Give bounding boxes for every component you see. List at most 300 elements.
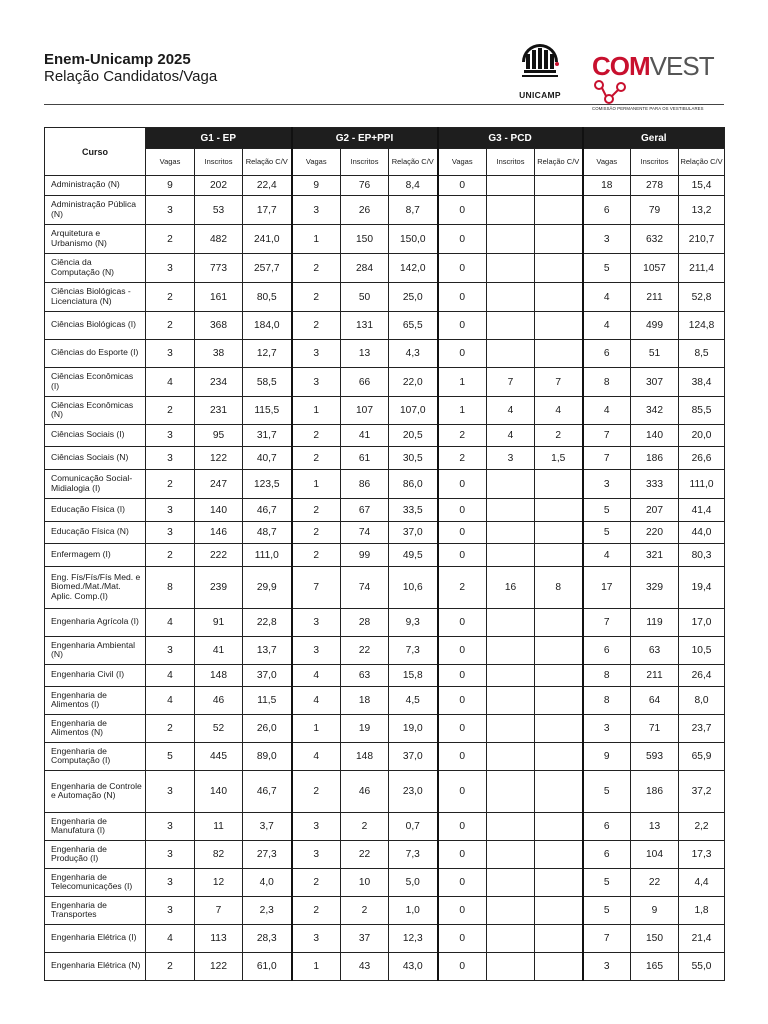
- subheader-geral-inscritos: Inscritos: [631, 149, 679, 176]
- geral-vagas-cell: 5: [583, 254, 631, 283]
- g1-inscritos-cell: 234: [195, 368, 243, 397]
- page-subtitle: Relação Candidatos/Vaga: [44, 68, 218, 85]
- g3-inscritos-cell: [487, 687, 535, 715]
- group-header-g2: G2 - EP+PPI: [292, 128, 438, 149]
- course-name-cell: Educação Física (N): [45, 522, 146, 544]
- g1-inscritos-cell: 146: [195, 522, 243, 544]
- g3-relacao-cell: [535, 544, 583, 567]
- comvest-wordmark: COMVEST: [592, 53, 732, 105]
- geral-inscritos-cell: 329: [631, 567, 679, 609]
- g3-inscritos-cell: [487, 312, 535, 340]
- g1-relacao-cell: 13,7: [243, 637, 292, 665]
- geral-relacao-cell: 41,4: [679, 499, 725, 522]
- g1-vagas-cell: 3: [146, 425, 195, 447]
- geral-relacao-cell: 26,6: [679, 447, 725, 470]
- g1-inscritos-cell: 239: [195, 567, 243, 609]
- course-name-cell: Engenharia de Telecomunicações (I): [45, 869, 146, 897]
- g1-inscritos-cell: 222: [195, 544, 243, 567]
- comvest-tagline: COMISSÃO PERMANENTE PARA OS VESTIBULARES: [592, 106, 704, 111]
- g2-vagas-cell: 1: [292, 225, 341, 254]
- geral-inscritos-cell: 63: [631, 637, 679, 665]
- g2-vagas-cell: 1: [292, 397, 341, 425]
- table-row: [45, 567, 725, 609]
- table-row: [45, 499, 725, 522]
- geral-relacao-cell: 2,2: [679, 813, 725, 841]
- g1-inscritos-cell: 11: [195, 813, 243, 841]
- g1-vagas-cell: 3: [146, 841, 195, 869]
- table-row: [45, 544, 725, 567]
- table-row: [45, 609, 725, 637]
- g3-relacao-cell: [535, 715, 583, 743]
- geral-relacao-cell: 1,8: [679, 897, 725, 925]
- g1-inscritos-cell: 95: [195, 425, 243, 447]
- g1-relacao-cell: 123,5: [243, 470, 292, 499]
- geral-relacao-cell: 80,3: [679, 544, 725, 567]
- g2-vagas-cell: 1: [292, 470, 341, 499]
- g3-relacao-cell: [535, 813, 583, 841]
- g2-inscritos-cell: 61: [341, 447, 389, 470]
- g2-relacao-cell: 8,7: [389, 196, 438, 225]
- table-body: [45, 176, 725, 981]
- g2-vagas-cell: 4: [292, 687, 341, 715]
- course-name-cell: Engenharia Elétrica (I): [45, 925, 146, 953]
- g3-inscritos-cell: [487, 953, 535, 981]
- geral-relacao-cell: 65,9: [679, 743, 725, 771]
- g1-relacao-cell: 22,8: [243, 609, 292, 637]
- g1-inscritos-cell: 122: [195, 953, 243, 981]
- g3-relacao-cell: [535, 283, 583, 312]
- g2-vagas-cell: 2: [292, 425, 341, 447]
- g3-inscritos-cell: [487, 637, 535, 665]
- g3-relacao-cell: 4: [535, 397, 583, 425]
- g1-inscritos-cell: 773: [195, 254, 243, 283]
- geral-vagas-cell: 8: [583, 687, 631, 715]
- geral-vagas-cell: 6: [583, 340, 631, 368]
- table-row: [45, 425, 725, 447]
- geral-inscritos-cell: 207: [631, 499, 679, 522]
- g2-inscritos-cell: 22: [341, 637, 389, 665]
- g2-inscritos-cell: 76: [341, 176, 389, 196]
- geral-inscritos-cell: 211: [631, 665, 679, 687]
- g1-relacao-cell: 115,5: [243, 397, 292, 425]
- geral-inscritos-cell: 13: [631, 813, 679, 841]
- g1-relacao-cell: 48,7: [243, 522, 292, 544]
- table-row: [45, 665, 725, 687]
- g1-vagas-cell: 2: [146, 312, 195, 340]
- g3-inscritos-cell: [487, 499, 535, 522]
- g1-relacao-cell: 28,3: [243, 925, 292, 953]
- subheader-g3-vagas: Vagas: [438, 149, 487, 176]
- g3-inscritos-cell: [487, 470, 535, 499]
- course-name-cell: Ciência da Computação (N): [45, 254, 146, 283]
- g1-relacao-cell: 12,7: [243, 340, 292, 368]
- g2-relacao-cell: 33,5: [389, 499, 438, 522]
- g2-inscritos-cell: 63: [341, 665, 389, 687]
- g3-inscritos-cell: 7: [487, 368, 535, 397]
- g2-inscritos-cell: 13: [341, 340, 389, 368]
- g2-relacao-cell: 37,0: [389, 743, 438, 771]
- g1-vagas-cell: 8: [146, 567, 195, 609]
- g1-relacao-cell: 89,0: [243, 743, 292, 771]
- g2-vagas-cell: 1: [292, 953, 341, 981]
- g1-relacao-cell: 80,5: [243, 283, 292, 312]
- g1-inscritos-cell: 82: [195, 841, 243, 869]
- g1-inscritos-cell: 53: [195, 196, 243, 225]
- g1-relacao-cell: 26,0: [243, 715, 292, 743]
- g3-relacao-cell: 2: [535, 425, 583, 447]
- subheader-g1-inscritos: Inscritos: [195, 149, 243, 176]
- geral-relacao-cell: 111,0: [679, 470, 725, 499]
- column-header-curso: Curso: [45, 128, 146, 176]
- g3-relacao-cell: [535, 196, 583, 225]
- course-name-cell: Engenharia de Produção (I): [45, 841, 146, 869]
- table-row: [45, 176, 725, 196]
- g1-vagas-cell: 3: [146, 771, 195, 813]
- g2-vagas-cell: 4: [292, 665, 341, 687]
- geral-inscritos-cell: 22: [631, 869, 679, 897]
- geral-vagas-cell: 6: [583, 637, 631, 665]
- geral-inscritos-cell: 307: [631, 368, 679, 397]
- g3-vagas-cell: 0: [438, 841, 487, 869]
- geral-vagas-cell: 4: [583, 312, 631, 340]
- g2-relacao-cell: 7,3: [389, 841, 438, 869]
- g3-vagas-cell: 0: [438, 953, 487, 981]
- g3-vagas-cell: 0: [438, 283, 487, 312]
- g3-inscritos-cell: 16: [487, 567, 535, 609]
- table-row: [45, 813, 725, 841]
- geral-relacao-cell: 210,7: [679, 225, 725, 254]
- g3-relacao-cell: [535, 340, 583, 368]
- unicamp-wordmark: UNICAMP: [519, 90, 561, 100]
- geral-inscritos-cell: 150: [631, 925, 679, 953]
- g2-vagas-cell: 2: [292, 254, 341, 283]
- g1-inscritos-cell: 482: [195, 225, 243, 254]
- g1-relacao-cell: 2,3: [243, 897, 292, 925]
- g1-vagas-cell: 2: [146, 283, 195, 312]
- g2-relacao-cell: 20,5: [389, 425, 438, 447]
- geral-inscritos-cell: 71: [631, 715, 679, 743]
- g2-inscritos-cell: 284: [341, 254, 389, 283]
- g3-vagas-cell: 2: [438, 567, 487, 609]
- g1-vagas-cell: 3: [146, 447, 195, 470]
- g3-inscritos-cell: [487, 522, 535, 544]
- g2-inscritos-cell: 26: [341, 196, 389, 225]
- geral-vagas-cell: 8: [583, 368, 631, 397]
- g3-inscritos-cell: [487, 869, 535, 897]
- g2-vagas-cell: 3: [292, 609, 341, 637]
- g2-inscritos-cell: 43: [341, 953, 389, 981]
- table-row: [45, 447, 725, 470]
- g3-inscritos-cell: [487, 813, 535, 841]
- g2-relacao-cell: 7,3: [389, 637, 438, 665]
- g1-relacao-cell: 257,7: [243, 254, 292, 283]
- geral-vagas-cell: 9: [583, 743, 631, 771]
- g3-inscritos-cell: [487, 544, 535, 567]
- g1-vagas-cell: 3: [146, 813, 195, 841]
- g1-relacao-cell: 184,0: [243, 312, 292, 340]
- geral-vagas-cell: 6: [583, 841, 631, 869]
- g1-vagas-cell: 3: [146, 637, 195, 665]
- g1-vagas-cell: 2: [146, 225, 195, 254]
- g1-vagas-cell: 4: [146, 665, 195, 687]
- course-name-cell: Arquitetura e Urbanismo (N): [45, 225, 146, 254]
- course-name-cell: Engenharia Civil (I): [45, 665, 146, 687]
- g2-vagas-cell: 3: [292, 368, 341, 397]
- subheader-geral-relacao: Relação C/V: [679, 149, 725, 176]
- table-row: [45, 522, 725, 544]
- table-row: [45, 368, 725, 397]
- geral-relacao-cell: 17,3: [679, 841, 725, 869]
- g2-inscritos-cell: 74: [341, 522, 389, 544]
- g1-inscritos-cell: 113: [195, 925, 243, 953]
- course-name-cell: Engenharia de Alimentos (N): [45, 715, 146, 743]
- g3-relacao-cell: [535, 254, 583, 283]
- table-row: [45, 869, 725, 897]
- comvest-logo: [592, 53, 732, 111]
- course-name-cell: Engenharia de Controle e Automação (N): [45, 771, 146, 813]
- g3-relacao-cell: [535, 637, 583, 665]
- g1-vagas-cell: 3: [146, 869, 195, 897]
- course-name-cell: Educação Física (I): [45, 499, 146, 522]
- table-row: [45, 254, 725, 283]
- group-header-g3: G3 - PCD: [438, 128, 583, 149]
- subheader-g1-relacao: Relação C/V: [243, 149, 292, 176]
- g1-relacao-cell: 11,5: [243, 687, 292, 715]
- g3-inscritos-cell: [487, 665, 535, 687]
- g3-inscritos-cell: [487, 196, 535, 225]
- table-row: [45, 470, 725, 499]
- g1-vagas-cell: 4: [146, 368, 195, 397]
- g2-relacao-cell: 4,3: [389, 340, 438, 368]
- table-row: [45, 841, 725, 869]
- page-title: Enem-Unicamp 2025: [44, 51, 191, 68]
- course-name-cell: Ciências Sociais (I): [45, 425, 146, 447]
- geral-relacao-cell: 38,4: [679, 368, 725, 397]
- geral-vagas-cell: 7: [583, 925, 631, 953]
- geral-vagas-cell: 7: [583, 447, 631, 470]
- g2-relacao-cell: 142,0: [389, 254, 438, 283]
- g3-vagas-cell: 0: [438, 522, 487, 544]
- geral-relacao-cell: 13,2: [679, 196, 725, 225]
- course-name-cell: Engenharia Elétrica (N): [45, 953, 146, 981]
- g2-relacao-cell: 10,6: [389, 567, 438, 609]
- g3-vagas-cell: 0: [438, 176, 487, 196]
- g2-relacao-cell: 65,5: [389, 312, 438, 340]
- geral-relacao-cell: 124,8: [679, 312, 725, 340]
- g1-inscritos-cell: 445: [195, 743, 243, 771]
- g2-vagas-cell: 3: [292, 813, 341, 841]
- g2-vagas-cell: 3: [292, 196, 341, 225]
- g1-vagas-cell: 2: [146, 397, 195, 425]
- g1-vagas-cell: 5: [146, 743, 195, 771]
- g1-vagas-cell: 9: [146, 176, 195, 196]
- g1-vagas-cell: 2: [146, 953, 195, 981]
- geral-vagas-cell: 4: [583, 397, 631, 425]
- g2-vagas-cell: 3: [292, 340, 341, 368]
- geral-relacao-cell: 4,4: [679, 869, 725, 897]
- g2-relacao-cell: 4,5: [389, 687, 438, 715]
- subheader-g3-inscritos: Inscritos: [487, 149, 535, 176]
- geral-relacao-cell: 85,5: [679, 397, 725, 425]
- table-row: [45, 196, 725, 225]
- g3-vagas-cell: 0: [438, 665, 487, 687]
- g3-inscritos-cell: [487, 841, 535, 869]
- g1-relacao-cell: 27,3: [243, 841, 292, 869]
- course-name-cell: Ciências Biológicas - Licenciatura (N): [45, 283, 146, 312]
- course-name-cell: Ciências Econômicas (I): [45, 368, 146, 397]
- g2-vagas-cell: 9: [292, 176, 341, 196]
- geral-vagas-cell: 17: [583, 567, 631, 609]
- g2-relacao-cell: 86,0: [389, 470, 438, 499]
- g3-vagas-cell: 0: [438, 254, 487, 283]
- geral-inscritos-cell: 186: [631, 771, 679, 813]
- g3-relacao-cell: [535, 312, 583, 340]
- g1-vagas-cell: 4: [146, 609, 195, 637]
- g3-inscritos-cell: 3: [487, 447, 535, 470]
- table-row: [45, 397, 725, 425]
- g3-relacao-cell: 1,5: [535, 447, 583, 470]
- g3-vagas-cell: 0: [438, 637, 487, 665]
- g2-inscritos-cell: 37: [341, 925, 389, 953]
- g3-relacao-cell: [535, 743, 583, 771]
- course-name-cell: Engenharia de Alimentos (I): [45, 687, 146, 715]
- g3-vagas-cell: 0: [438, 340, 487, 368]
- g3-vagas-cell: 0: [438, 312, 487, 340]
- g3-inscritos-cell: [487, 925, 535, 953]
- geral-vagas-cell: 5: [583, 522, 631, 544]
- g3-vagas-cell: 0: [438, 609, 487, 637]
- g1-inscritos-cell: 91: [195, 609, 243, 637]
- g3-relacao-cell: [535, 609, 583, 637]
- geral-inscritos-cell: 342: [631, 397, 679, 425]
- g2-vagas-cell: 2: [292, 312, 341, 340]
- g1-inscritos-cell: 161: [195, 283, 243, 312]
- geral-relacao-cell: 23,7: [679, 715, 725, 743]
- g1-vagas-cell: 2: [146, 470, 195, 499]
- subheader-g3-relacao: Relação C/V: [535, 149, 583, 176]
- g3-relacao-cell: [535, 925, 583, 953]
- g2-relacao-cell: 107,0: [389, 397, 438, 425]
- course-name-cell: Engenharia Ambiental (N): [45, 637, 146, 665]
- course-name-cell: Comunicação Social- Midialogia (I): [45, 470, 146, 499]
- geral-relacao-cell: 52,8: [679, 283, 725, 312]
- g1-inscritos-cell: 7: [195, 897, 243, 925]
- geral-inscritos-cell: 593: [631, 743, 679, 771]
- geral-inscritos-cell: 119: [631, 609, 679, 637]
- geral-relacao-cell: 44,0: [679, 522, 725, 544]
- g2-inscritos-cell: 2: [341, 897, 389, 925]
- g2-inscritos-cell: 46: [341, 771, 389, 813]
- g1-inscritos-cell: 46: [195, 687, 243, 715]
- g3-relacao-cell: [535, 499, 583, 522]
- g3-vagas-cell: 0: [438, 743, 487, 771]
- g2-relacao-cell: 12,3: [389, 925, 438, 953]
- geral-inscritos-cell: 186: [631, 447, 679, 470]
- geral-vagas-cell: 5: [583, 897, 631, 925]
- g2-inscritos-cell: 86: [341, 470, 389, 499]
- subheader-g2-inscritos: Inscritos: [341, 149, 389, 176]
- group-header-geral: Geral: [583, 128, 725, 149]
- g3-relacao-cell: [535, 225, 583, 254]
- geral-inscritos-cell: 51: [631, 340, 679, 368]
- g1-inscritos-cell: 202: [195, 176, 243, 196]
- g2-relacao-cell: 37,0: [389, 522, 438, 544]
- g3-inscritos-cell: [487, 715, 535, 743]
- table-row: [45, 340, 725, 368]
- g1-inscritos-cell: 52: [195, 715, 243, 743]
- g3-vagas-cell: 1: [438, 397, 487, 425]
- g1-inscritos-cell: 38: [195, 340, 243, 368]
- table-row: [45, 283, 725, 312]
- g3-vagas-cell: 0: [438, 771, 487, 813]
- g3-inscritos-cell: [487, 254, 535, 283]
- g3-relacao-cell: [535, 687, 583, 715]
- geral-inscritos-cell: 278: [631, 176, 679, 196]
- g2-vagas-cell: 2: [292, 771, 341, 813]
- geral-vagas-cell: 7: [583, 609, 631, 637]
- g3-inscritos-cell: [487, 897, 535, 925]
- g1-relacao-cell: 111,0: [243, 544, 292, 567]
- g3-relacao-cell: [535, 953, 583, 981]
- g2-relacao-cell: 43,0: [389, 953, 438, 981]
- g2-relacao-cell: 9,3: [389, 609, 438, 637]
- subheader-g2-relacao: Relação C/V: [389, 149, 438, 176]
- g3-relacao-cell: 7: [535, 368, 583, 397]
- geral-relacao-cell: 8,5: [679, 340, 725, 368]
- geral-vagas-cell: 18: [583, 176, 631, 196]
- g1-inscritos-cell: 231: [195, 397, 243, 425]
- candidates-per-seat-table: [44, 127, 725, 981]
- g2-relacao-cell: 25,0: [389, 283, 438, 312]
- geral-relacao-cell: 211,4: [679, 254, 725, 283]
- g3-vagas-cell: 0: [438, 687, 487, 715]
- g3-vagas-cell: 0: [438, 225, 487, 254]
- subheader-g1-vagas: Vagas: [146, 149, 195, 176]
- g2-vagas-cell: 2: [292, 897, 341, 925]
- g2-vagas-cell: 2: [292, 869, 341, 897]
- geral-inscritos-cell: 321: [631, 544, 679, 567]
- table-row: [45, 715, 725, 743]
- g3-vagas-cell: 0: [438, 196, 487, 225]
- g1-inscritos-cell: 247: [195, 470, 243, 499]
- g1-relacao-cell: 4,0: [243, 869, 292, 897]
- geral-vagas-cell: 3: [583, 953, 631, 981]
- table-row: [45, 225, 725, 254]
- g3-vagas-cell: 0: [438, 715, 487, 743]
- g1-vagas-cell: 2: [146, 715, 195, 743]
- g1-relacao-cell: 37,0: [243, 665, 292, 687]
- geral-relacao-cell: 26,4: [679, 665, 725, 687]
- g3-vagas-cell: 0: [438, 869, 487, 897]
- g2-inscritos-cell: 2: [341, 813, 389, 841]
- geral-vagas-cell: 7: [583, 425, 631, 447]
- g2-vagas-cell: 1: [292, 715, 341, 743]
- geral-vagas-cell: 3: [583, 225, 631, 254]
- g3-inscritos-cell: [487, 225, 535, 254]
- geral-relacao-cell: 15,4: [679, 176, 725, 196]
- g1-relacao-cell: 58,5: [243, 368, 292, 397]
- g1-inscritos-cell: 368: [195, 312, 243, 340]
- g1-relacao-cell: 46,7: [243, 499, 292, 522]
- geral-vagas-cell: 4: [583, 544, 631, 567]
- g1-vagas-cell: 3: [146, 499, 195, 522]
- g2-inscritos-cell: 99: [341, 544, 389, 567]
- group-header-g1: G1 - EP: [146, 128, 292, 149]
- g2-relacao-cell: 0,7: [389, 813, 438, 841]
- g3-vagas-cell: 0: [438, 813, 487, 841]
- g1-vagas-cell: 4: [146, 687, 195, 715]
- table-row: [45, 687, 725, 715]
